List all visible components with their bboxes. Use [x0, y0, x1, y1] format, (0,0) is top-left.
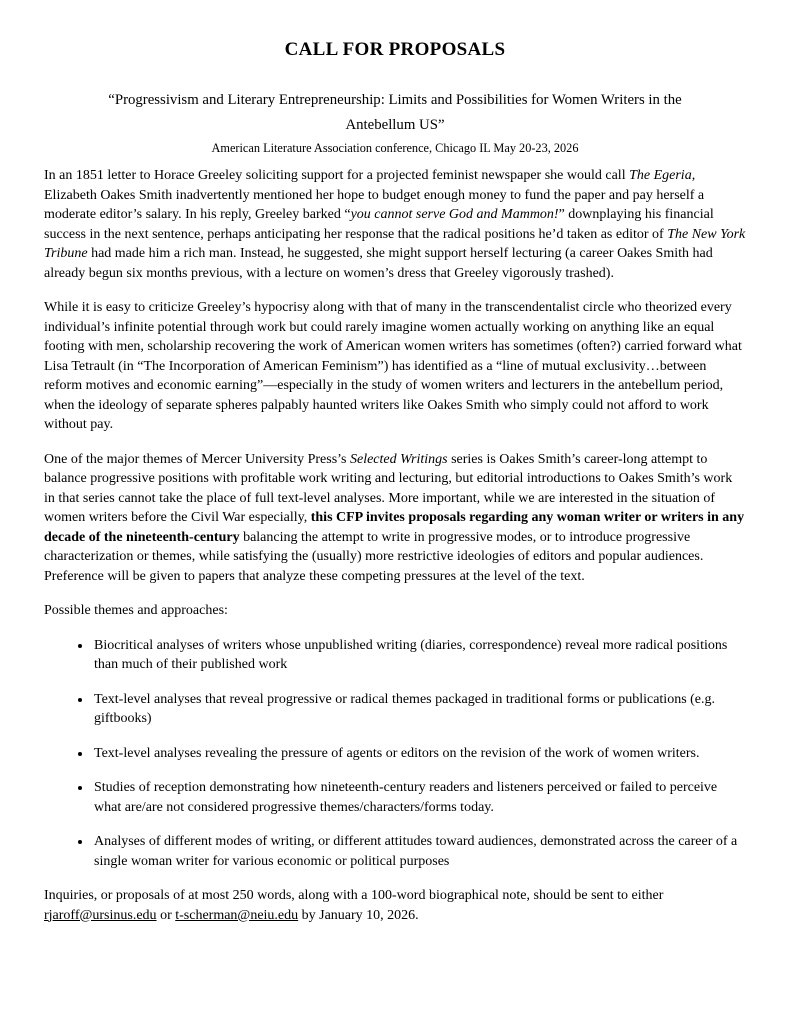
text-segment: this CFP invites proposals regarding any woman writer or writers in any decade of the nineteenth-century [44, 510, 745, 545]
list-item: • Studies of reception demonstrating how nineteenth-century readers and listeners perceived or failed to perceive what are/are not considered progressive themes/characters/forms today. [92, 778, 746, 817]
conference-info: American Literature Association conference, Chicago IL May 20-23, 2026 [211, 141, 579, 155]
text-segment: ” downplaying his financial success in the next sentence, perhaps anticipating her response that the radical positions he’d taken as editor of [44, 207, 714, 242]
list-item: • Biocritical analyses of writers whose unpublished writing (diaries, correspondence) reveal more radical positions than much of their published work [92, 636, 746, 675]
themes-heading: Possible themes and approaches: [44, 603, 228, 618]
text-segment: by January 10, 2026. [298, 907, 419, 923]
text-segment: series is Oakes Smith’s career-long attempt to balance progressive positions with profitable work writing and lecturing, but editorial introductions to Oakes Smith’s work in that series cannot take the place of full text-level analyses. More important, while we are interested in the situation of women writers before the Civil War especially, [44, 451, 733, 525]
text-segment: balancing the attempt to write in progressive modes, or to introduce progressive characterization or themes, while satisfying the (usually) more restrictive ideologies of editors and popular audiences. Preference will be given to papers that analyze these competing pressures at the level of the text. [44, 529, 704, 584]
text-segment: The Egeria, [629, 168, 696, 183]
text-segment: While it is easy to criticize Greeley’s hypocrisy along with that of many in the transcendentalist circle who theorized every individual’s infinite potential through work but could rarely imagine women actually working on anything like an equal footing with men, scholarship recovering the work of American women writers has sometimes (often?) carried forward what Lisa Tetrault (in “The Incorporation of American Feminism”) has identified as a “line of mutual exclusivity…between reform motives and economic earning”—especially in the study of women writers and lecturers in the antebellum period, when the ideology of separate spheres palpably haunted writers like Oakes Smith who simply could not afford to work without pay. [44, 300, 742, 432]
text-segment: In an 1851 letter to Horace Greeley soliciting support for a projected feminist newspaper she would call [44, 168, 630, 183]
text-segment: or [156, 907, 176, 923]
text-segment: you cannot serve God and Mammon! [350, 207, 559, 222]
list-item: • Text-level analyses revealing the pressure of agents or editors on the revision of the work of women writers. [92, 744, 746, 764]
paragraph-context [44, 298, 746, 435]
email-link[interactable]: t-scherman@neiu.edu [175, 907, 299, 923]
email-link[interactable]: rjaroff@ursinus.edu [44, 907, 157, 923]
themes-list [44, 636, 746, 872]
list-item: • Analyses of different modes of writing, or different attitudes toward audiences, demonstrated across the career of a single woman writer for various economic or political purposes [92, 832, 746, 871]
text-segment: Elizabeth Oakes Smith inadvertently mentioned her hope to budget enough money to fund the paper and pay herself a moderate editor’s salary. In his reply, Greeley barked “ [44, 187, 705, 222]
text-segment: had made him a rich man. Instead, he suggested, she might support herself lecturing (a career Oakes Smith had already begun six months previous, with a lecture on women’s dress that Greeley vigorously trashed). [44, 246, 713, 281]
paragraph-cfp-scope [44, 450, 746, 587]
text-segment: One of the major themes of Mercer University Press’s [44, 451, 350, 467]
document-title: CALL FOR PROPOSALS [284, 39, 506, 60]
paragraph-intro [44, 166, 746, 283]
list-item: • Text-level analyses that reveal progressive or radical themes packaged in traditional forms or publications (e.g. giftbooks) [92, 690, 746, 729]
closing-paragraph [44, 886, 746, 925]
text-segment: Inquiries, or proposals of at most 250 words, along with a 100-word biographical note, should be sent to either [44, 888, 664, 903]
text-segment: The New York Tribune [44, 226, 746, 261]
document-subtitle: “Progressivism and Literary Entrepreneurship: Limits and Possibilities for Women Writers in the Antebellum US” [108, 92, 682, 133]
text-segment: Selected Writings [349, 451, 448, 467]
